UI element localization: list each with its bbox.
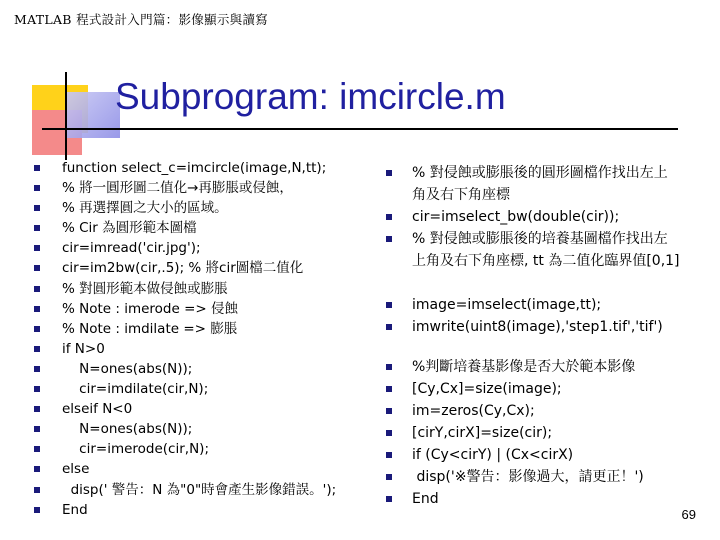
bullet-icon [34, 406, 40, 412]
list-item [380, 316, 680, 338]
bullet-icon [34, 306, 40, 312]
code-line: if N>0 [62, 340, 105, 357]
bullet-icon [34, 326, 40, 332]
list-item [34, 258, 374, 278]
code-line: [cirY,cirX]=size(cir); [412, 425, 553, 441]
bullet-icon [386, 430, 392, 436]
list-item [380, 162, 680, 206]
list-item [34, 238, 374, 258]
bullet-icon [386, 496, 392, 502]
code-line: function select_c=imcircle(image,N,tt); [62, 160, 327, 176]
code-line: imwrite(uint8(image),'step1.tif','tif') [412, 319, 663, 335]
bullet-icon [34, 225, 40, 231]
right-code-list [380, 162, 680, 510]
list-item [34, 500, 374, 520]
slide-title: Subprogram: imcircle.m [115, 76, 506, 117]
list-item [380, 206, 680, 228]
bullet-icon [34, 426, 40, 432]
code-line: cir=imselect_bw(double(cir)); [412, 209, 620, 225]
bullet-icon [34, 245, 40, 251]
bullet-icon [386, 302, 392, 308]
code-line: % Note : imerode => 侵蝕 [62, 300, 239, 317]
list-item [34, 359, 374, 379]
code-line: image=imselect(image,tt); [412, 297, 602, 313]
list-item [34, 399, 374, 419]
code-line: cir=im2bw(cir,.5); % 將cir圖檔二值化 [62, 260, 304, 277]
list-item [34, 480, 374, 500]
bullet-icon [386, 408, 392, 414]
bullet-icon [386, 236, 392, 242]
code-line: N=ones(abs(N)); [62, 421, 193, 438]
bullet-icon [34, 205, 40, 211]
list-item [34, 279, 374, 299]
list-item [34, 198, 374, 218]
code-line: N=ones(abs(N)); [62, 360, 193, 377]
list-item [380, 444, 680, 466]
code-line: [Cy,Cx]=size(image); [412, 381, 562, 397]
code-line: elseif N<0 [62, 401, 133, 418]
list-item [34, 379, 374, 399]
bullet-icon [34, 346, 40, 352]
list-item [380, 356, 680, 378]
code-line: %判斷培養基影像是否大於範本影像 [412, 359, 636, 375]
list-item [380, 466, 680, 488]
page-number: 69 [681, 507, 696, 522]
code-line: disp('※警告：影像過大，請更正！') [412, 469, 644, 485]
bullet-icon [34, 185, 40, 191]
list-item [34, 218, 374, 238]
title-underline [42, 128, 678, 130]
list-item [380, 294, 680, 316]
bullet-icon [34, 487, 40, 493]
list-item [34, 439, 374, 459]
code-line: % 再選擇圓之大小的區域。 [62, 200, 228, 217]
bullet-icon [386, 474, 392, 480]
decor-blue-square [66, 92, 120, 138]
code-line: cir=imread('cir.jpg'); [62, 240, 201, 257]
code-line: % 對侵蝕或膨脹後的圓形圖檔作找出左上角及右下角座標 [412, 165, 668, 203]
bullet-icon [34, 366, 40, 372]
bullet-icon [34, 386, 40, 392]
list-spacer [380, 338, 680, 356]
code-line: else [62, 461, 90, 478]
left-code-list [34, 158, 374, 520]
bullet-icon [386, 386, 392, 392]
bullet-icon [386, 170, 392, 176]
list-item [380, 378, 680, 400]
bullet-icon [34, 466, 40, 472]
code-line: % 對侵蝕或膨脹後的培養基圖檔作找出左上角及右下角座標, tt 為二值化臨界值[0,1] [412, 231, 680, 269]
code-line: % Cir 為圓形範本圖檔 [62, 220, 197, 237]
bullet-icon [34, 265, 40, 271]
code-line: im=zeros(Cy,Cx); [412, 403, 535, 419]
bullet-icon [386, 214, 392, 220]
bullet-icon [34, 507, 40, 513]
bullet-icon [34, 286, 40, 292]
bullet-icon [34, 446, 40, 452]
bullet-icon [386, 324, 392, 330]
list-item [34, 339, 374, 359]
code-line: End [62, 501, 88, 518]
bullet-icon [386, 364, 392, 370]
list-item [380, 228, 680, 294]
code-line: disp(' 警告：N 為"0"時會產生影像錯誤。'); [62, 481, 337, 498]
decor-vertical-line [65, 72, 67, 160]
code-line: if (Cy<cirY) | (Cx<cirX) [412, 447, 574, 463]
list-item [380, 422, 680, 444]
list-item [34, 419, 374, 439]
code-line: cir=imerode(cir,N); [62, 441, 209, 458]
code-line: % 將一圓形圖二值化→再膨脹或侵蝕， [62, 180, 293, 197]
list-item [34, 178, 374, 198]
code-line: % Note : imdilate => 膨脹 [62, 320, 238, 337]
bullet-icon [386, 452, 392, 458]
list-item [34, 299, 374, 319]
bullet-icon [34, 165, 40, 171]
list-item [34, 319, 374, 339]
code-line: cir=imdilate(cir,N); [62, 381, 209, 398]
list-item [380, 400, 680, 422]
list-item [34, 158, 374, 178]
code-line: % 對圓形範本做侵蝕或膨脹 [62, 280, 228, 297]
list-item [34, 459, 374, 479]
list-item [380, 488, 680, 510]
slide-header: MATLAB 程式設計入門篇：影像顯示與讀寫 [14, 12, 269, 27]
code-line: End [412, 491, 439, 507]
